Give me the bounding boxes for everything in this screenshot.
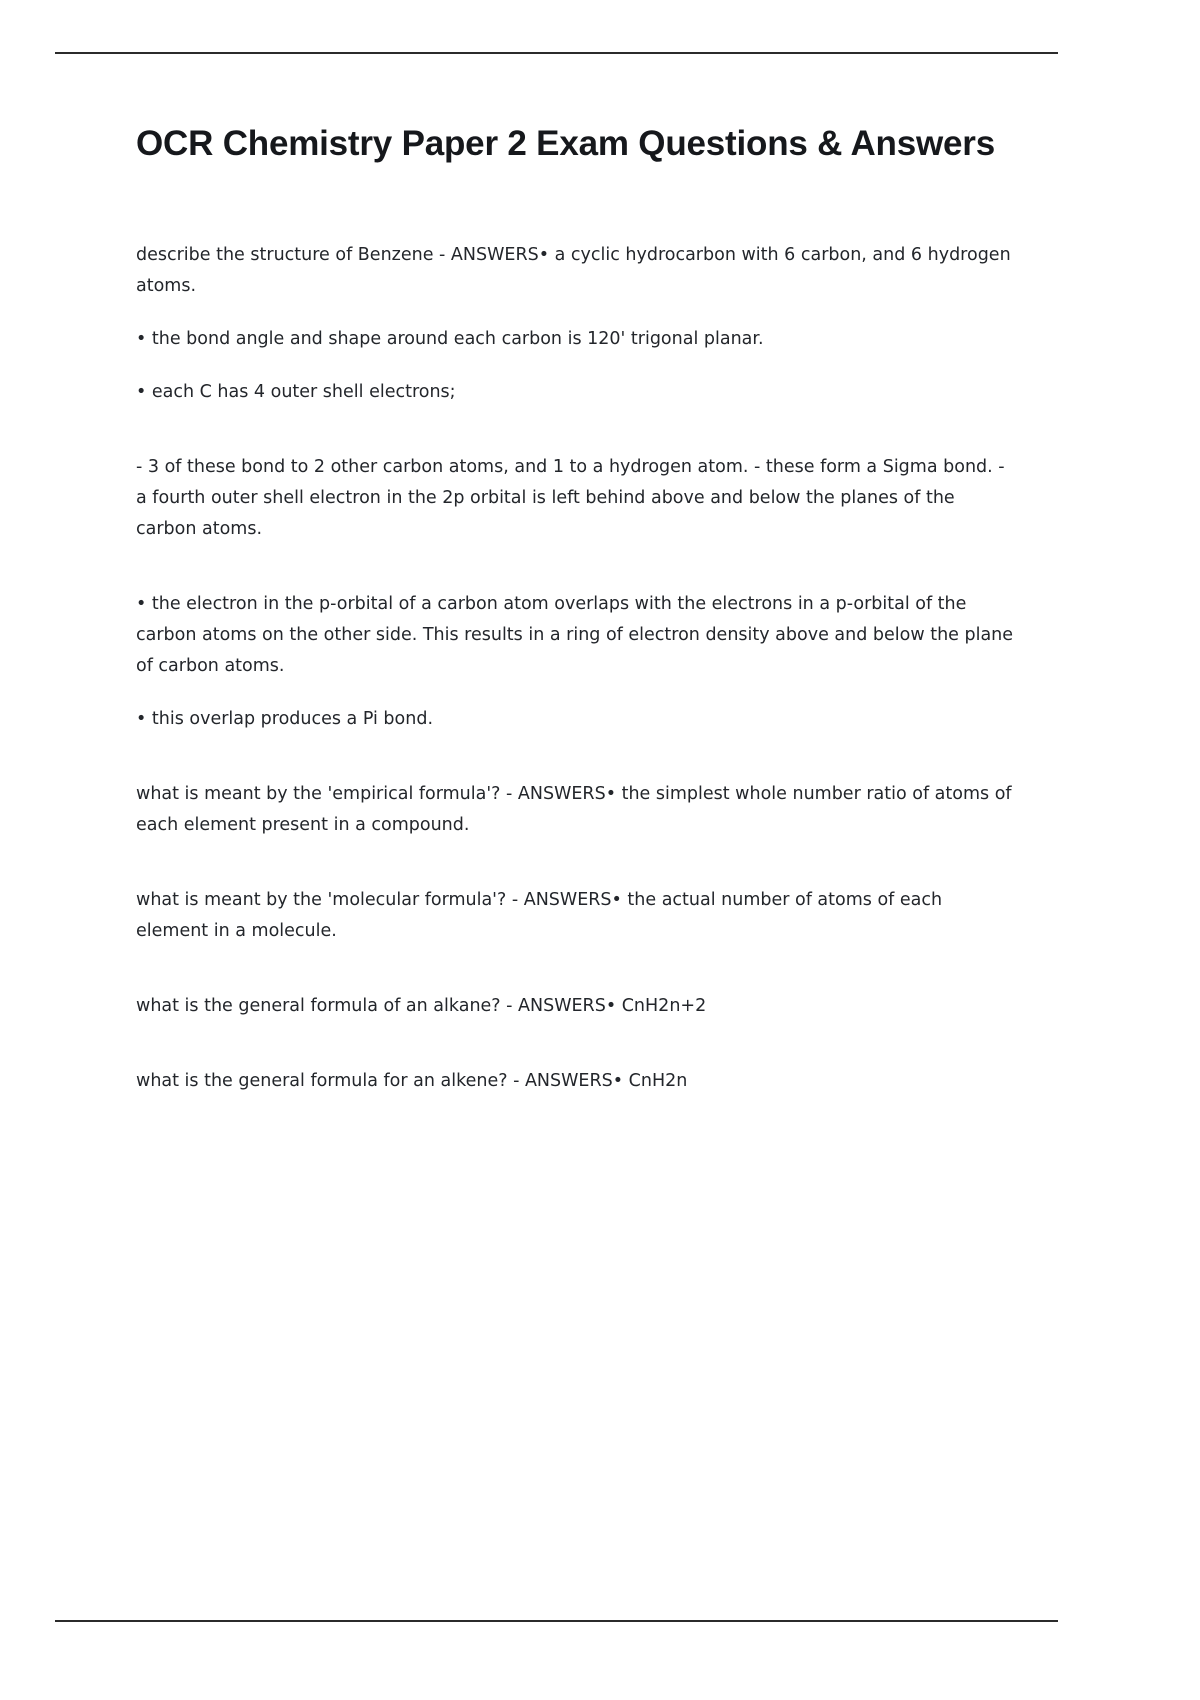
paragraph-p-orbital-overlap: • the electron in the p-orbital of a carbon atom overlaps with the electrons in a p-orbital of the carbon atoms on the other side. This results in a ring of electron density above and below the plane of carbon atoms.	[136, 594, 1014, 676]
paragraph-outer-shell-electrons: • each C has 4 outer shell electrons;	[136, 382, 456, 402]
footer-divider	[55, 1620, 1058, 1622]
paragraph-sigma-bond: - 3 of these bond to 2 other carbon atoms, and 1 to a hydrogen atom. - these form a Sigma bond. - a fourth outer shell electron in the 2p orbital is left behind above and below the planes of the carbon atoms.	[136, 457, 1005, 539]
paragraph-alkene-general-formula: what is the general formula for an alkene? - ANSWERS• CnH2n	[136, 1071, 688, 1091]
spacer	[136, 682, 1016, 704]
page-title: OCR Chemistry Paper 2 Exam Questions & Answers	[136, 124, 995, 163]
spacer	[136, 355, 1016, 377]
paragraph-alkane-general-formula: what is the general formula of an alkane? - ANSWERS• CnH2n+2	[136, 996, 707, 1016]
spacer	[136, 1022, 1016, 1066]
paragraph-empirical-formula: what is meant by the 'empirical formula'? - ANSWERS• the simplest whole number ratio of atoms of each element present in a compound.	[136, 784, 1012, 835]
spacer	[136, 841, 1016, 885]
spacer	[136, 545, 1016, 589]
spacer	[136, 735, 1016, 779]
spacer	[136, 302, 1016, 324]
document-content	[136, 120, 1016, 1097]
paragraph-benzene-structure: describe the structure of Benzene - ANSWERS• a cyclic hydrocarbon with 6 carbon, and 6 hydrogen atoms.	[136, 245, 1011, 296]
header-divider	[55, 52, 1058, 54]
spacer	[136, 168, 1016, 240]
paragraph-bond-angle: • the bond angle and shape around each carbon is 120' trigonal planar.	[136, 329, 764, 349]
spacer	[136, 408, 1016, 452]
spacer	[136, 947, 1016, 991]
paragraph-molecular-formula: what is meant by the 'molecular formula'? - ANSWERS• the actual number of atoms of each element in a molecule.	[136, 890, 943, 941]
paragraph-pi-bond: • this overlap produces a Pi bond.	[136, 709, 434, 729]
